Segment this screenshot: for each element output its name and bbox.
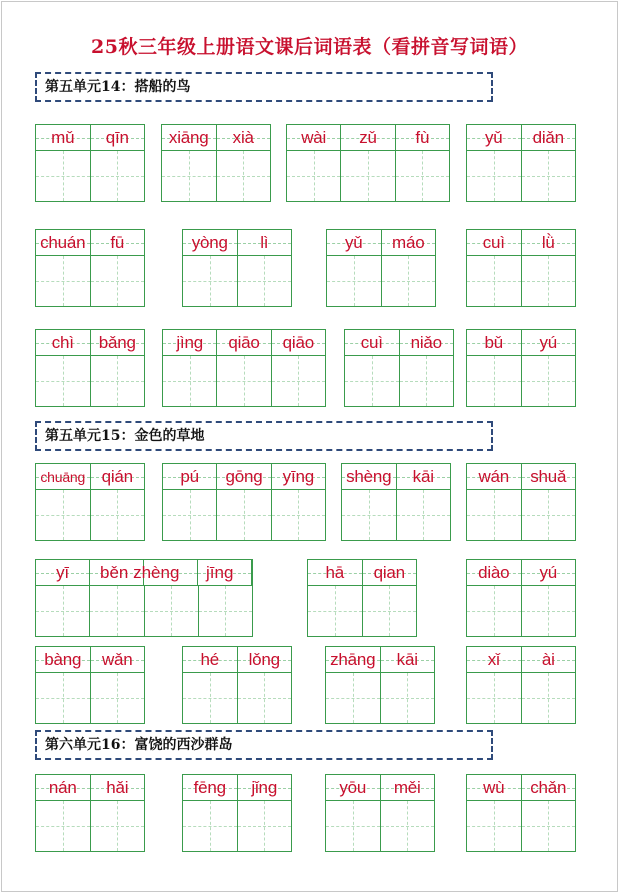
- pinyin-row: [466, 124, 576, 150]
- pinyin: yú: [539, 562, 558, 582]
- word-box: [35, 646, 145, 724]
- pinyin: wán: [478, 466, 510, 486]
- word-box: [35, 774, 145, 852]
- pinyin: wù: [483, 777, 505, 797]
- pinyin: chuāng: [40, 468, 86, 485]
- pinyin-cell: [183, 647, 238, 672]
- writing-cell: [382, 256, 436, 306]
- pinyin-cell: [162, 125, 217, 150]
- pinyin: wǎn: [101, 649, 133, 669]
- writing-cell: [217, 151, 271, 201]
- writing-grid: [325, 672, 435, 724]
- word-box: [341, 463, 451, 541]
- word-box: [466, 463, 576, 541]
- pinyin: yōu: [339, 777, 367, 797]
- pinyin: qiāo: [282, 332, 314, 352]
- pinyin-row: [325, 774, 435, 800]
- pinyin: shèng: [346, 466, 392, 486]
- pinyin: lǒng: [248, 649, 280, 669]
- pinyin: běn zhèng: [100, 562, 180, 582]
- writing-cell: [238, 256, 292, 306]
- pinyin-row: [466, 229, 576, 255]
- writing-cell: [400, 356, 454, 406]
- pinyin-cell: [217, 125, 271, 150]
- writing-cell: [162, 151, 217, 201]
- page-title: 25秋三年级上册语文课后词语表（看拼音写词语）: [91, 36, 528, 58]
- pinyin-cell: [183, 230, 238, 255]
- writing-cell: [467, 151, 522, 201]
- pinyin-cell: [36, 330, 91, 355]
- pinyin: zǔ: [359, 127, 377, 147]
- pinyin: kāi: [396, 649, 418, 669]
- pinyin-cell: [91, 464, 145, 489]
- writing-grid: [326, 255, 436, 307]
- writing-cell: [217, 490, 271, 540]
- pinyin: xià: [232, 127, 254, 147]
- writing-cell: [91, 673, 145, 723]
- writing-cell: [287, 151, 341, 201]
- writing-cell: [326, 673, 381, 723]
- pinyin: wài: [301, 127, 327, 147]
- pinyin-row: [466, 329, 576, 355]
- pinyin-row: [182, 774, 292, 800]
- word-box: [162, 463, 326, 541]
- writing-cell: [36, 586, 90, 636]
- writing-grid: [325, 800, 435, 852]
- pinyin-cell: [345, 330, 400, 355]
- writing-grid: [182, 800, 292, 852]
- pinyin: fēng: [193, 777, 226, 797]
- word-box: [466, 124, 576, 202]
- writing-cell: [467, 356, 522, 406]
- word-box: [466, 646, 576, 724]
- pinyin-row: [466, 646, 576, 672]
- writing-grid: [35, 672, 145, 724]
- writing-cell: [327, 256, 382, 306]
- writing-cell: [91, 356, 145, 406]
- pinyin-row: [466, 463, 576, 489]
- pinyin-row: [35, 329, 145, 355]
- pinyin: yòng: [191, 232, 228, 252]
- writing-cell: [183, 256, 238, 306]
- pinyin-cell: [91, 647, 145, 672]
- pinyin-row: [325, 646, 435, 672]
- writing-cell: [326, 801, 381, 851]
- pinyin-cell: [91, 775, 145, 800]
- writing-cell: [467, 490, 522, 540]
- writing-cell: [308, 586, 363, 636]
- pinyin-row: [35, 124, 145, 150]
- pinyin: mǔ: [51, 127, 75, 147]
- writing-grid: [341, 489, 451, 541]
- pinyin-cell: [522, 560, 576, 585]
- writing-cell: [238, 801, 292, 851]
- pinyin-cell: [382, 230, 436, 255]
- writing-grid: [162, 489, 326, 541]
- writing-grid: [35, 355, 145, 407]
- writing-cell: [522, 673, 576, 723]
- writing-cell: [522, 256, 576, 306]
- writing-cell: [163, 490, 217, 540]
- pinyin-row: [35, 646, 145, 672]
- pinyin-cell: [522, 775, 576, 800]
- writing-grid: [182, 672, 292, 724]
- writing-cell: [363, 586, 417, 636]
- writing-cell: [342, 490, 397, 540]
- word-box: [325, 646, 435, 724]
- pinyin-cell: [467, 560, 522, 585]
- pinyin: diào: [478, 562, 510, 582]
- pinyin: shuǎ: [530, 466, 567, 486]
- word-box: [326, 229, 436, 307]
- pinyin: kāi: [412, 466, 434, 486]
- pinyin: máo: [392, 232, 425, 252]
- pinyin-cell: [308, 560, 363, 585]
- pinyin: chǎn: [530, 777, 567, 797]
- word-box: [35, 229, 145, 307]
- pinyin: qiāo: [228, 332, 260, 352]
- word-box: [466, 559, 576, 637]
- pinyin-cell: [183, 775, 238, 800]
- pinyin: xiāng: [168, 127, 209, 147]
- pinyin: yīng: [282, 466, 314, 486]
- writing-grid: [35, 150, 145, 202]
- pinyin-cell: [342, 464, 397, 489]
- pinyin: yǔ: [484, 127, 503, 147]
- writing-cell: [36, 673, 91, 723]
- pinyin: hé: [200, 649, 219, 669]
- writing-cell: [91, 151, 145, 201]
- writing-cell: [36, 801, 91, 851]
- pinyin-cell: [326, 647, 381, 672]
- pinyin-cell: [36, 560, 90, 585]
- writing-cell: [238, 673, 292, 723]
- word-box: [466, 329, 576, 407]
- pinyin-cell: [272, 464, 325, 489]
- writing-grid: [466, 800, 576, 852]
- word-box: [35, 559, 253, 637]
- writing-cell: [522, 356, 576, 406]
- pinyin-cell: [467, 647, 522, 672]
- word-box: [35, 463, 145, 541]
- writing-grid: [466, 489, 576, 541]
- pinyin-cell: [522, 330, 576, 355]
- pinyin-cell: [36, 775, 91, 800]
- pinyin: cuì: [482, 232, 505, 252]
- writing-cell: [36, 151, 91, 201]
- pinyin-row: [466, 774, 576, 800]
- pinyin-row: [35, 774, 145, 800]
- writing-cell: [467, 801, 522, 851]
- writing-cell: [91, 256, 145, 306]
- word-box: [286, 124, 450, 202]
- pinyin-row: [286, 124, 450, 150]
- writing-grid: [466, 355, 576, 407]
- writing-cell: [522, 151, 576, 201]
- word-box: [182, 229, 292, 307]
- writing-cell: [90, 586, 144, 636]
- pinyin-cell: [287, 125, 341, 150]
- pinyin: chuán: [40, 232, 86, 252]
- writing-cell: [467, 586, 522, 636]
- writing-cell: [91, 801, 145, 851]
- writing-cell: [341, 151, 395, 201]
- pinyin-row: [326, 229, 436, 255]
- writing-cell: [36, 356, 91, 406]
- pinyin: xǐ: [487, 649, 500, 669]
- writing-cell: [272, 356, 325, 406]
- word-box: [466, 774, 576, 852]
- pinyin: fū: [110, 232, 125, 252]
- word-box: [325, 774, 435, 852]
- pinyin-row: [182, 229, 292, 255]
- writing-cell: [145, 586, 199, 636]
- pinyin: bàng: [44, 649, 82, 669]
- writing-grid: [162, 355, 326, 407]
- pinyin-cell: [272, 330, 325, 355]
- pinyin: yú: [539, 332, 558, 352]
- pinyin-cell: [467, 775, 522, 800]
- pinyin-cell: [522, 125, 576, 150]
- word-box: [344, 329, 454, 407]
- pinyin-cell: [381, 775, 435, 800]
- pinyin-cell: [36, 230, 91, 255]
- pinyin-cell: [397, 464, 451, 489]
- pinyin: bǎng: [98, 332, 136, 352]
- pinyin-cell: [467, 230, 522, 255]
- pinyin-cell: [400, 330, 454, 355]
- writing-cell: [467, 256, 522, 306]
- word-box: [161, 124, 271, 202]
- pinyin-cell: [163, 330, 217, 355]
- pinyin: měi: [393, 777, 421, 797]
- word-box: [307, 559, 417, 637]
- writing-cell: [36, 256, 91, 306]
- pinyin-row: [35, 463, 145, 489]
- writing-grid: [35, 489, 145, 541]
- pinyin-cell: [327, 230, 382, 255]
- writing-grid: [307, 585, 417, 637]
- pinyin-row: [466, 559, 576, 585]
- pinyin: zhāng: [330, 649, 376, 669]
- pinyin-cell: [522, 647, 576, 672]
- pinyin: ài: [541, 649, 555, 669]
- section-heading-1: 第五单元14：搭船的鸟: [35, 72, 493, 102]
- writing-grid: [344, 355, 454, 407]
- pinyin-cell: [363, 560, 417, 585]
- pinyin-cell: [36, 464, 91, 489]
- writing-cell: [522, 586, 576, 636]
- pinyin: qián: [101, 466, 133, 486]
- pinyin-cell: [467, 464, 522, 489]
- pinyin-row: [307, 559, 417, 585]
- writing-grid: [466, 150, 576, 202]
- writing-grid: [286, 150, 450, 202]
- writing-cell: [522, 801, 576, 851]
- writing-grid: [466, 255, 576, 307]
- pinyin: yǔ: [344, 232, 363, 252]
- pinyin-row: [161, 124, 271, 150]
- word-box: [182, 646, 292, 724]
- pinyin-cell: [467, 330, 522, 355]
- word-box: [35, 124, 145, 202]
- writing-cell: [91, 490, 145, 540]
- writing-cell: [217, 356, 271, 406]
- word-box: [162, 329, 326, 407]
- writing-grid: [35, 255, 145, 307]
- writing-grid: [466, 672, 576, 724]
- pinyin: hǎi: [106, 777, 129, 797]
- pinyin-cell: [467, 125, 522, 150]
- pinyin-cell: [381, 647, 435, 672]
- writing-grid: [161, 150, 271, 202]
- word-box: [466, 229, 576, 307]
- pinyin: bǔ: [484, 332, 503, 352]
- pinyin-cell: [522, 464, 576, 489]
- pinyin-row: [344, 329, 454, 355]
- pinyin: qian: [373, 562, 405, 582]
- pinyin-row: [35, 559, 253, 585]
- writing-cell: [467, 673, 522, 723]
- pinyin-cell: [217, 464, 271, 489]
- pinyin: fù: [415, 127, 430, 147]
- writing-grid: [35, 585, 253, 637]
- writing-cell: [272, 490, 325, 540]
- pinyin: jīng: [206, 562, 234, 582]
- pinyin: yī: [56, 562, 69, 582]
- pinyin-row: [162, 463, 326, 489]
- writing-cell: [183, 801, 238, 851]
- pinyin: jìng: [176, 332, 203, 352]
- pinyin: jǐng: [251, 777, 278, 797]
- pinyin-row: [35, 229, 145, 255]
- pinyin-cell: [91, 230, 145, 255]
- pinyin: lǜ: [541, 232, 555, 252]
- pinyin: qīn: [105, 127, 129, 147]
- pinyin: niǎo: [410, 332, 442, 352]
- pinyin-cell: [36, 125, 91, 150]
- pinyin: chì: [51, 332, 74, 352]
- pinyin-cell: [326, 775, 381, 800]
- pinyin-row: [341, 463, 451, 489]
- writing-cell: [396, 151, 449, 201]
- pinyin-cell: [91, 330, 145, 355]
- pinyin: hā: [325, 562, 344, 582]
- writing-cell: [199, 586, 252, 636]
- pinyin-cell: [341, 125, 395, 150]
- writing-cell: [345, 356, 400, 406]
- pinyin-cell: [91, 125, 145, 150]
- pinyin-cell: [238, 775, 292, 800]
- pinyin-row: [182, 646, 292, 672]
- pinyin: lì: [260, 232, 269, 252]
- writing-cell: [381, 801, 435, 851]
- section-heading-3: 第六单元16：富饶的西沙群岛: [35, 730, 493, 760]
- pinyin: nán: [48, 777, 77, 797]
- writing-grid: [35, 800, 145, 852]
- pinyin-cell: [522, 230, 576, 255]
- writing-cell: [397, 490, 451, 540]
- pinyin: cuì: [360, 332, 383, 352]
- pinyin-row: [162, 329, 326, 355]
- writing-cell: [163, 356, 217, 406]
- writing-cell: [381, 673, 435, 723]
- pinyin-cell: [163, 464, 217, 489]
- writing-grid: [466, 585, 576, 637]
- pinyin-cell: [238, 230, 292, 255]
- pinyin-cell: [217, 330, 271, 355]
- pinyin-cell: [36, 647, 91, 672]
- pinyin: pú: [180, 466, 199, 486]
- writing-cell: [183, 673, 238, 723]
- pinyin-cell: [396, 125, 449, 150]
- word-box: [182, 774, 292, 852]
- pinyin: gōng: [225, 466, 263, 486]
- writing-cell: [522, 490, 576, 540]
- section-heading-2: 第五单元15：金色的草地: [35, 421, 493, 451]
- writing-cell: [36, 490, 91, 540]
- pinyin: diǎn: [532, 127, 564, 147]
- writing-grid: [182, 255, 292, 307]
- pinyin-cell: [238, 647, 292, 672]
- word-box: [35, 329, 145, 407]
